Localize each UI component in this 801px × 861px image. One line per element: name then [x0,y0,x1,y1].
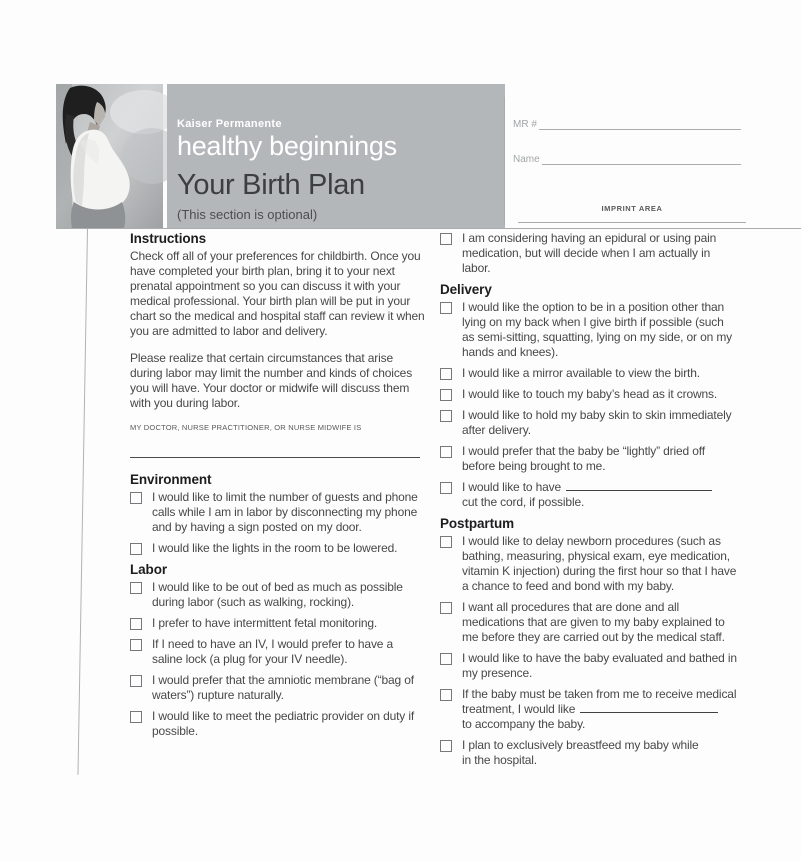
item-text: I would like a mirror available to view the birth. [462,366,700,380]
checklist-item-delivery-1 [440,300,738,360]
checkbox[interactable] [440,653,452,665]
item-text [462,687,738,732]
mr-number-row [513,118,741,130]
checklist-item-postpartum-breastfeed [440,738,738,767]
item-text-before-blank: If the baby must be taken from me to receive medical treatment, I would like [462,687,737,716]
checkbox[interactable] [130,711,142,723]
item-text-line-1: I plan to exclusively breastfeed my baby while [462,738,699,752]
checklist-item-environment-2 [130,541,426,556]
item-text: I would like to be out of bed as much as possible during labor (such as walking, rocking). [152,580,403,609]
left-margin-rule [77,229,88,775]
pregnant-woman-photo [56,84,163,228]
checkbox[interactable] [440,368,452,380]
name-input-line[interactable] [542,153,741,165]
delivery-heading: Delivery [440,282,492,297]
checklist-item-delivery-5 [440,444,738,474]
checklist-item-postpartum-1 [440,534,738,594]
imprint-area-label: IMPRINT AREA [601,204,663,213]
labor-heading: Labor [130,562,168,577]
checklist-item-delivery-2 [440,366,738,381]
checkbox[interactable] [440,410,452,422]
cord-person-input-line[interactable] [566,481,712,491]
item-text: If I need to have an IV, I would prefer to have a saline lock (a plug for your IV needle). [152,637,394,666]
item-text: I would like to have the baby evaluated and bathed in my presence. [462,651,737,680]
checklist-item-delivery-4 [440,408,738,438]
item-text: I would prefer that the amniotic membrane (“bag of waters”) rupture naturally. [152,673,414,702]
page-title: Your Birth Plan [177,169,365,201]
item-text: I am considering having an epidural or using pain medication, but will decide when I am actually in labor. [462,231,717,275]
checkbox[interactable] [130,639,142,651]
program-name: healthy beginnings [177,131,397,161]
checkbox[interactable] [440,602,452,614]
checklist-item-postpartum-2 [440,600,738,645]
imprint-left-rule [504,97,505,225]
accompany-person-input-line[interactable] [580,703,718,713]
checklist-item-labor-4 [130,673,426,703]
pregnant-woman-photo-graphic [56,84,163,228]
item-text: I would like to limit the number of guests and phone calls while I am in labor by disconnecting my phone and by having a sign posted on my door. [152,490,418,534]
environment-heading: Environment [130,472,212,487]
checkbox[interactable] [440,740,452,752]
checkbox[interactable] [130,543,142,555]
item-text-after-blank: cut the cord, if possible. [462,495,585,509]
instructions-paragraph-2: Please realize that certain circumstances that arise during labor may limit the number and kinds of choices you will have. Your doctor or midwife will discuss them with you during labor. [130,351,413,410]
checkbox[interactable] [130,492,142,504]
mr-label: MR # [513,119,537,130]
checklist-item-postpartum-3 [440,651,738,681]
item-text-after-blank: to accompany the baby. [462,717,586,731]
checklist-item-labor-6 [440,231,738,276]
page-subtitle: (This section is optional) [177,207,318,222]
checklist-item-delivery-cord [440,480,738,510]
item-text: I would prefer that the baby be “lightly” dried off before being brought to me. [462,444,705,473]
checkbox[interactable] [130,582,142,594]
checklist-item-delivery-3 [440,387,738,402]
mr-input-line[interactable] [539,118,741,130]
instructions-paragraph-1: Check off all of your preferences for childbirth. Once you have completed your birth plan, bring it to your next prenatal appointment so you can discuss it with your medical professional. Your birth plan will be put in your chart so the medical and hospital staff can review it when you are admitted to labor and delivery. [130,249,425,338]
imprint-bottom-rule [518,222,746,223]
checkbox[interactable] [440,446,452,458]
postpartum-heading: Postpartum [440,516,515,531]
brand-name: Kaiser Permanente [177,118,282,130]
checkbox[interactable] [130,675,142,687]
checklist-item-postpartum-accompany [440,687,738,732]
checkbox[interactable] [440,482,452,494]
header-title-box [167,84,505,228]
item-text: I would like the option to be in a position other than lying on my back when I give birth if possible (such as semi-sitting, squatting, lying on my side, or on my hands and knees). [462,300,733,359]
checklist-item-labor-1 [130,580,426,610]
checkbox[interactable] [440,536,452,548]
right-column [440,231,738,765]
checkbox[interactable] [440,689,452,701]
item-text: I would like the lights in the room to be lowered. [152,541,398,555]
item-text-line-2-clipped: in the hospital. [462,753,537,767]
checkbox[interactable] [130,618,142,630]
name-label: Name [513,154,540,165]
item-text: I would like to meet the pediatric provider on duty if possible. [152,709,415,738]
provider-label: MY DOCTOR, NURSE PRACTITIONER, OR NURSE MIDWIFE IS [130,423,362,432]
checkbox[interactable] [440,389,452,401]
item-text: I prefer to have intermittent fetal monitoring. [152,616,378,630]
item-text: I would like to delay newborn procedures (such as bathing, measuring, physical exam, eye medication, vitamin K injection) during the first hour so that I have a chance to feed and bond with my baby. [462,534,737,593]
item-text [462,738,699,767]
item-text-before-blank: I would like to have [462,480,562,494]
header-divider-rule [56,228,801,229]
checkbox[interactable] [440,233,452,245]
item-text: I would like to hold my baby skin to skin immediately after delivery. [462,408,732,437]
checklist-item-labor-2 [130,616,426,631]
item-text: I want all procedures that are done and all medications that are given to my baby explained to me before they are carried out by the medical staff. [462,600,725,644]
left-column [130,231,426,745]
item-text [462,480,712,510]
name-row [513,153,741,165]
instructions-heading: Instructions [130,231,207,246]
checklist-item-labor-3 [130,637,426,667]
checklist-item-labor-5 [130,709,426,739]
checkbox[interactable] [440,302,452,314]
item-text: I would like to touch my baby’s head as it crowns. [462,387,718,401]
checklist-item-environment-1 [130,490,426,535]
provider-input-line[interactable] [130,432,420,458]
